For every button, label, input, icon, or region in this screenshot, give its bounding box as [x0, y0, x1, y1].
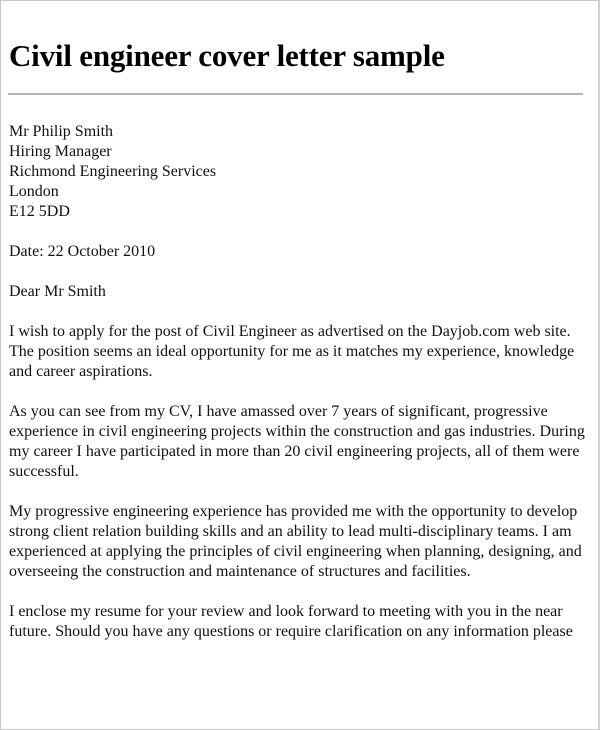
paragraph-application: I wish to apply for the post of Civil Engineer as advertised on the Dayjob.com web site. The position seems an ideal opportunity for me as it matches my experience, knowledge and career aspirations. — [9, 323, 575, 380]
paragraph-experience: As you can see from my CV, I have amassed over 7 years of significant, progressive experience in civil engineering projects within the construction and gas industries. During my career I have participated in more than 20 civil engineering projects, all of them were successful. — [9, 403, 585, 480]
recipient-city: London — [9, 183, 59, 200]
recipient-company: Richmond Engineering Services — [9, 163, 217, 180]
paragraph-skills: My progressive engineering experience has provided me with the opportunity to develop strong client relation building skills and an ability to lead multi-disciplinary teams. I am experienced at applying the principles of civil engineering when planning, designing, and overseeing the construction and maintenance of structures and facilities. — [9, 503, 582, 580]
page-title: Civil engineer cover letter sample — [9, 38, 445, 73]
recipient-name: Mr Philip Smith — [9, 123, 114, 140]
title-divider — [8, 93, 583, 95]
recipient-address — [9, 122, 587, 222]
paragraph-closing: I enclose my resume for your review and look forward to meeting with you in the near future. Should you have any questions or require clarification on any information please — [9, 603, 573, 640]
letter-date: Date: 22 October 2010 — [9, 243, 156, 260]
salutation: Dear Mr Smith — [9, 283, 106, 300]
recipient-postcode: E12 5DD — [9, 203, 70, 220]
letter-body — [9, 122, 587, 662]
recipient-position: Hiring Manager — [9, 143, 112, 160]
